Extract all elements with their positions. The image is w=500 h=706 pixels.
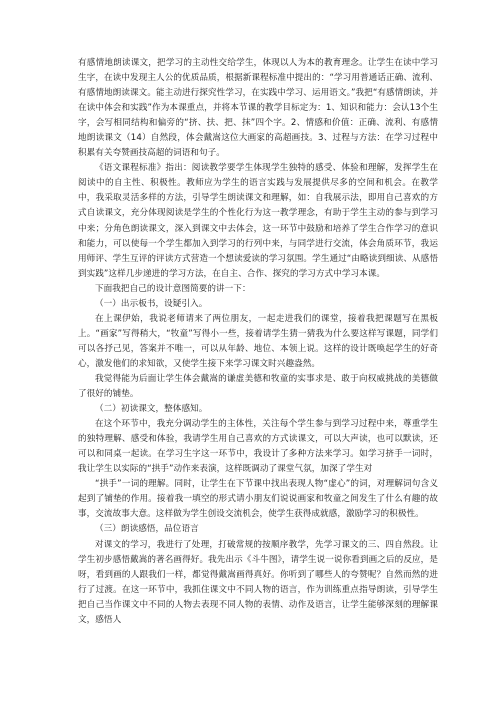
paragraph-gongshou: “拱手”一词的理解。同时，让学生在下节课中找出表现人物“虚心”的词，对理解词句含义起到了铺垫的作用。接着我一填空的形式请小朋友们说说画家和牧童之间发生了什么有趣的故事，交流故事大意。这样做为学生创设交流机会，使学生获得成就感，激励学习的积极性。 — [78, 479, 438, 520]
paragraph-design-intro: 下面我把自己的设计意图简要的讲一下： — [95, 283, 251, 294]
paragraph-teaching-goals: 有感情地朗读课文，把学习的主动性交给学生，体现以人为本的教育理念。让学生在读中学习生字，在读中发现主人公的优质品质，根据新课程标准中提出的：“学习用普通话正确、流利、有感情地朗读课文。能主动进行探究性学习，在实践中学习、运用语文。”我把“有感情朗读，并在读中体会和实践”作为本课重点，并将本节课的教学目标定为：1、知识和能力：会认13个生字，会写相同结构和偏旁的“挤、扶、把、抹”四个字。2、情感和价值：正确、流利、有感情地朗读课文（14）自然段，体会戴嵩这位大画家的高超画技。3、过程与方法：在学习过程中积累有关夸赞画技高超的词语和句子。 — [78, 58, 438, 159]
paragraph-first-reading: 在这个环节中，我充分调动学生的主体性，关注每个学生参与到学习过程中来，尊重学生的独特理解、感受和体验，我请学生用自己喜欢的方式读课文，可以大声读，也可以默读，还可以和同桌一起读。在学习生字这一环节中，我设计了多种方法来学习。如学习挤手一词时，我让学生以实际的“拱手”动作来表演，这样既调动了课堂气氛，加深了学生对 — [78, 419, 438, 475]
section-heading-1: （一）出示板书，设疑引入。 — [95, 298, 208, 309]
paragraph-foreshadowing: 我觉得能为后面让学生体会戴嵩的谦虚美德和牧童的实事求是、敢于向权威挑战的美德做了很好的铺垫。 — [78, 373, 438, 400]
paragraph-reading-appreciation: 对课文的学习，我进行了处理，打破常规的按顺序教学，先学习课文的三、四自然段。让学生初步感悟戴嵩的著名画得好。我先出示《斗牛图》，请学生说一说你看到画之后的反应，是呀，看到画的人跟我们一样，都觉得戴嵩画得真好。你听到了哪些人的夸赞呢？自然而然的进行了过渡。在这一环节中，我抓住课文中不同人物的语言，作为训练重点指导朗读，引导学生把自己当作课文中不同的人物去表现不同人物的表情、动作及语言，让学生能够深刻的理解课文，感悟人 — [78, 539, 438, 625]
paragraph-curriculum-standard: 《语文课程标准》指出：阅读教学要学生体现学生独特的感受、体验和理解，发挥学生在阅读中的自主性、积极性。教师应为学生的语言实践与发展提供尽多的空间和机会。在教学中，我采取灵活多样的方法，引导学生朗读课文和理解，如：自我展示法，即用自己喜欢的方式自读课文，充分体现阅读是学生的个性化行为这一教学理念，有助于学生主动的参与到学习中来；分角色朗读课文，深入到课文中去体会，这一环节中鼓励和培养了学生合作学习的意识和能力，可以使每一个学生都加入到学习的行列中来，与同学进行交流，体会角质环节，我运用师评、学生互评的评读方式营造一个想读爱读的学习氛围。学生通过“由略读到细读、从感悟到实践”这样几步递进的学习方法，在自主、合作、探究的学习方式中学习本课。 — [78, 163, 438, 279]
section-heading-3: （三）朗读感悟，品位语言 — [95, 524, 199, 535]
document-page — [78, 56, 438, 628]
paragraph-lesson-opening: 在上课伊始，我说老师请来了两位朋友，一起走进我们的课堂，接着我把课题写在黑板上。“画家”写得稍大，“牧童”写得小一些，接着请学生猜一猜我为什么要这样写课题，同学们可以各抒己见，答案并不唯一，可以从年龄、地位、本领上说。这样的设计既唤起学生的好奇心，激发他们的求知欲，又使学生接下来学习课文时兴趣盎然。 — [78, 313, 438, 369]
section-heading-2: （二）初读课文，整体感知。 — [95, 404, 208, 415]
